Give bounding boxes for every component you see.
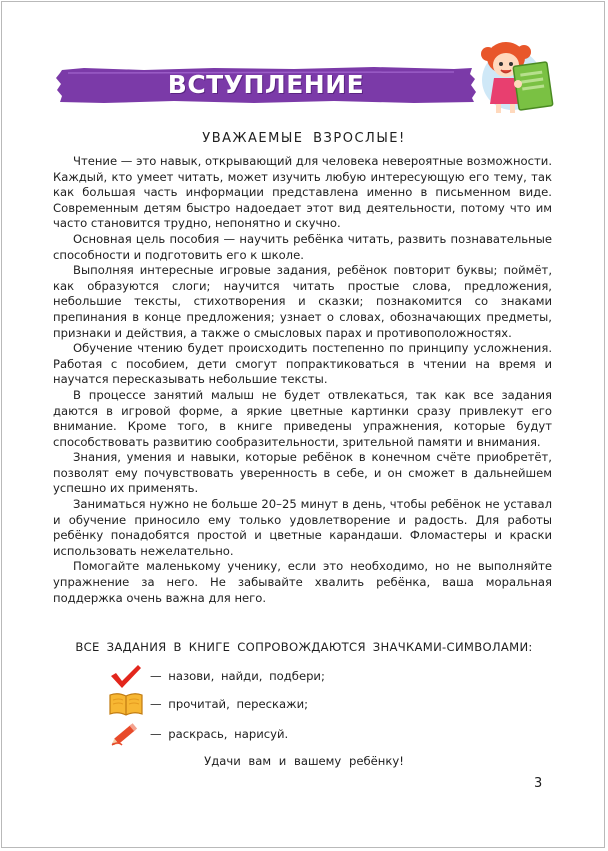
page-number: 3	[534, 776, 543, 791]
banner-title: ВСТУПЛЕНИЕ	[167, 70, 365, 99]
paragraph: Основная цель пособия — научить ребёнка читать, развить познавательные способности и подготовить его к школе.	[53, 231, 552, 262]
pencil-icon	[108, 721, 144, 747]
page-heading: УВАЖАЕМЫЕ ВЗРОСЛЫЕ!	[202, 131, 406, 146]
symbol-row-read	[108, 691, 308, 717]
symbol-row-color	[108, 721, 288, 747]
paragraph: Заниматься нужно не больше 20–25 минут в день, чтобы ребёнок не уставал и обучение приносило ему только удовлетворение и радость. Для работы ребёнку понадобятся простой и цветные карандаши. Фломастеры и краски использовать нежелательно.	[53, 497, 552, 558]
open-book-icon	[108, 691, 144, 717]
paragraph: Обучение чтению будет происходить постепенно по принципу усложнения. Работая с пособием, дети смогут попрактиковаться в чтении на время и научатся пересказывать небольшие тексты.	[53, 341, 552, 387]
section-banner	[54, 66, 478, 104]
symbol-label: — назови, найди, подбери;	[150, 669, 325, 683]
closing-line: Удачи вам и вашему ребёнку!	[204, 754, 404, 768]
symbol-row-name	[108, 663, 325, 689]
girl-with-book-icon	[476, 34, 566, 120]
paragraph: Знания, умения и навыки, которые ребёнок в конечном счёте приобретёт, позволят ему почувствовать уверенность в себе, и он сможет в дальнейшем успешно их применять.	[53, 450, 552, 496]
paragraph: Выполняя интересные игровые задания, ребёнок повторит буквы; поймёт, как образуются слоги; научится читать простые слова, предложения, небольшие тексты, стихотворения и сказки; познакомится со знаками препинания в конце предложения; узнает о словах, обозначающих предметы, признаки и действия, а также о смысловых парах и противоположностях.	[53, 263, 552, 340]
checkmark-icon	[108, 663, 144, 689]
paragraph: Помогайте маленькому ученику, если это необходимо, но не выполняйте упражнение за него. Не забывайте хвалить ребёнка, ваша моральная поддержка очень важна для него.	[53, 559, 552, 605]
intro-body	[53, 154, 552, 606]
page	[1, 1, 605, 848]
paragraph: Чтение — это навык, открывающий для человека невероятные возможности. Каждый, кто умеет читать, может изучить любую интересующую его тему, так как большая часть информации представлена именно в письменном виде. Современным детям быстро надоедает этот вид деятельности, потому что им часто становится трудно, непонятно и скучно.	[53, 154, 552, 231]
symbol-label: — прочитай, перескажи;	[150, 697, 309, 711]
symbols-heading: ВСЕ ЗАДАНИЯ В КНИГЕ СОПРОВОЖДАЮТСЯ ЗНАЧКАМИ-СИМВОЛАМИ:	[75, 640, 533, 654]
symbol-label: — раскрась, нарисуй.	[150, 727, 289, 741]
paragraph: В процессе занятий малыш не будет отвлекаться, так как все задания даются в игровой форме, а яркие цветные картинки сразу привлекут его внимание. Кроме того, в книге приведены упражнения, которые будут способствовать развитию сообразительности, зрительной памяти и внимания.	[53, 387, 552, 449]
